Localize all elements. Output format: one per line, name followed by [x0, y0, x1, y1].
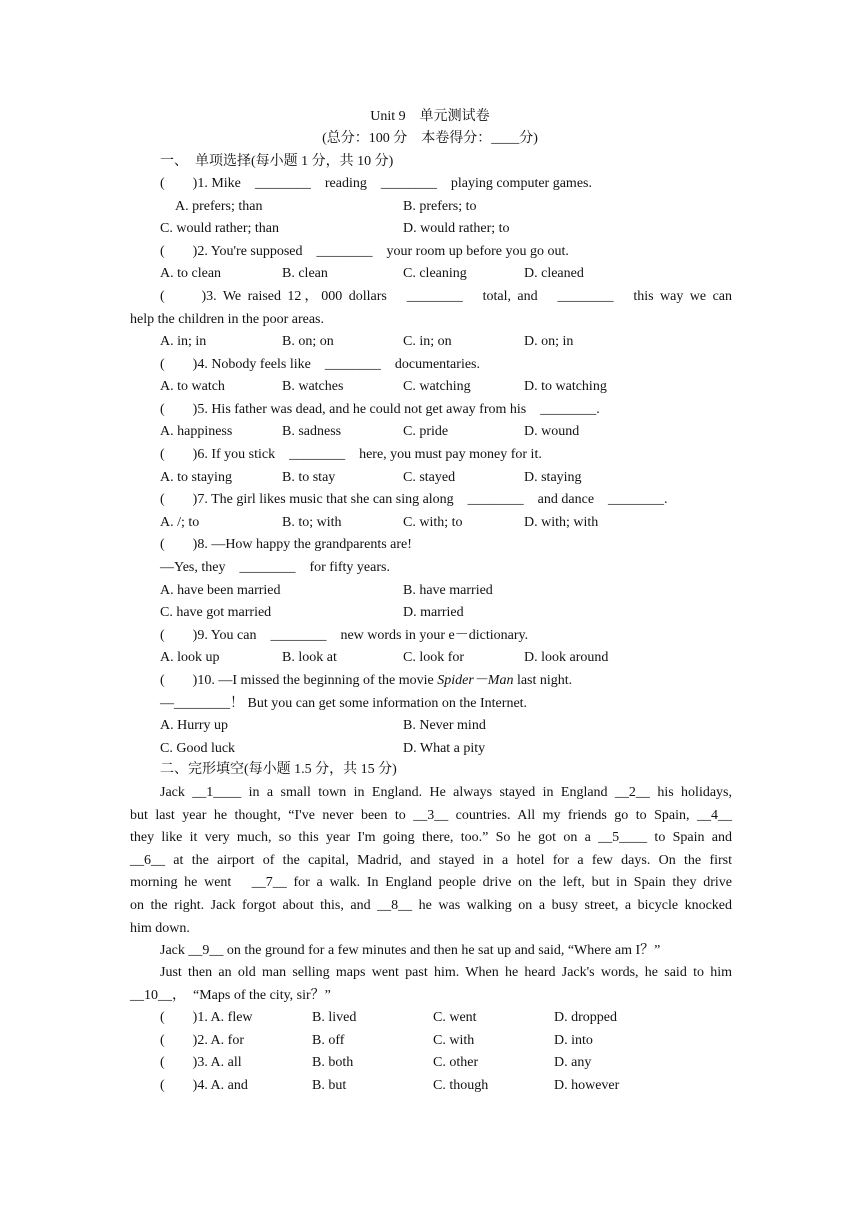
section2-heading: 二、完形填空(每小题 1.5 分，共 15 分) [160, 762, 397, 777]
q7-option-a: A. /; to [160, 514, 200, 530]
question-5: ( )5. His father was dead, and he could not get away from his ________. [160, 401, 600, 417]
section1-questions-cont [160, 331, 760, 760]
q5-option-a: A. happiness [160, 424, 233, 440]
q10-option-a: A. Hurry up [160, 718, 229, 734]
question-7-options [160, 512, 760, 535]
question-10-line1 [160, 670, 760, 693]
question-6: ( )6. If you stick ________ here, you must pay money for it. [160, 446, 542, 462]
c2-option-c: C. with [433, 1032, 475, 1048]
question-3-line2: help the children in the poor areas. [130, 311, 324, 327]
q2-option-d: D. cleaned [524, 266, 584, 282]
c4-option-b: B. but [312, 1077, 347, 1093]
q3-option-a: A. in; in [160, 334, 207, 349]
cloze-p1-line7: him down. [130, 920, 190, 936]
cloze-options [160, 1007, 760, 1097]
page-title: Unit 9 单元测试卷 [370, 109, 490, 124]
q4-option-b: B. watches [282, 379, 344, 395]
q1-option-b: B. prefers; to [403, 198, 477, 214]
q1-option-c: C. would rather; than [160, 221, 279, 237]
c2-option-a: ( )2. A. for [160, 1032, 244, 1048]
cloze-p3-line1: Just then an old man selling maps went past him. When he heard Jack's words, he said to him [160, 965, 732, 980]
c3-option-d: D. any [554, 1055, 592, 1071]
q8-option-c: C. have got married [160, 605, 272, 621]
cloze-question-1 [160, 1007, 760, 1030]
question-1-options-cd [160, 218, 760, 241]
q2-option-a: A. to clean [160, 266, 222, 282]
question-5-options [160, 421, 760, 444]
q10-option-d: D. What a pity [403, 740, 486, 756]
question-6-options [160, 467, 760, 490]
q3-option-d: D. on; in [524, 334, 574, 349]
question-8-options-cd [160, 602, 760, 625]
q9-option-a: A. look up [160, 650, 220, 666]
cloze-p3-line2: __10__， “Maps of the city, sir？” [130, 987, 331, 1003]
question-7: ( )7. The girl likes music that she can sing along ________ and dance ________. [160, 492, 668, 508]
q6-option-c: C. stayed [403, 469, 456, 485]
c1-option-c: C. went [433, 1010, 477, 1025]
c4-option-a: ( )4. A. and [160, 1077, 248, 1093]
section1-questions [160, 173, 760, 286]
q9-option-d: D. look around [524, 650, 609, 666]
cloze-p2: Jack __9__ on the ground for a few minutes and then he sat up and said, “Where am I？” [160, 943, 661, 958]
section1-heading: 一、 单项选择(每小题 1 分，共 10 分) [160, 154, 394, 169]
q3-option-c: C. in; on [403, 334, 452, 349]
q6-option-d: D. staying [524, 469, 582, 485]
question-3-line1: ( )3. We raised 12，000 dollars ________ total, and ________ this way we can [160, 289, 732, 304]
q4-option-d: D. to watching [524, 379, 607, 395]
q2-option-b: B. clean [282, 266, 328, 282]
q8-option-a: A. have been married [160, 582, 281, 598]
q7-option-d: D. with; with [524, 514, 599, 530]
q1-option-d: D. would rather; to [403, 221, 510, 237]
question-8-options-ab [160, 580, 760, 603]
c1-option-b: B. lived [312, 1010, 357, 1025]
question-4: ( )4. Nobody feels like ________ documentaries. [160, 356, 480, 372]
q9-option-c: C. look for [403, 650, 465, 666]
question-1: ( )1. Mike ________ reading ________ playing computer games. [160, 176, 592, 191]
q10-option-b: B. Never mind [403, 718, 486, 734]
q5-option-c: C. pride [403, 424, 449, 440]
cloze-question-3 [160, 1052, 760, 1075]
q8-option-d: D. married [403, 605, 464, 621]
question-10-options-cd [160, 738, 760, 761]
cloze-p1-line3: they like it very much, so this year I'm going there, too.” So he got on a __5____ to Spain and [130, 830, 732, 846]
q10-movie-title: Spider－Man [437, 672, 514, 688]
question-10-line2: —________！ But you can get some information on the Internet. [160, 695, 528, 711]
q10-text-a: ( )10. —I missed the beginning of the movie [160, 672, 438, 688]
c2-option-d: D. into [554, 1032, 593, 1048]
question-2: ( )2. You're supposed ________ your room up before you go out. [160, 243, 569, 259]
q1-option-a: A. prefers; than [175, 198, 263, 214]
question-4-options [160, 376, 760, 399]
q6-option-b: B. to stay [282, 469, 336, 485]
c3-option-c: C. other [433, 1055, 479, 1071]
question-2-options [160, 263, 760, 286]
c2-option-b: B. off [312, 1032, 345, 1048]
q2-option-c: C. cleaning [403, 266, 467, 282]
question-3-options [160, 331, 760, 354]
q7-option-c: C. with; to [403, 514, 463, 530]
q10-option-c: C. Good luck [160, 740, 236, 756]
score-line: (总分：100 分 本卷得分：____分) [322, 131, 538, 146]
cloze-p1-line1: Jack __1____ in a small town in England. He always stayed in England __2__ his holidays, [160, 785, 732, 800]
question-1-options-ab [160, 196, 760, 219]
q4-option-a: A. to watch [160, 379, 225, 395]
q5-option-d: D. wound [524, 424, 580, 440]
question-9: ( )9. You can ________ new words in your e－dictionary. [160, 627, 529, 643]
q7-option-b: B. to; with [282, 514, 342, 530]
cloze-question-4 [160, 1075, 760, 1098]
question-8-line2: —Yes, they ________ for fifty years. [160, 559, 390, 575]
c3-option-b: B. both [312, 1055, 354, 1071]
q3-option-b: B. on; on [282, 334, 334, 349]
q4-option-c: C. watching [403, 379, 471, 395]
c1-option-a: ( )1. A. flew [160, 1010, 253, 1025]
question-9-options [160, 647, 760, 670]
c4-option-d: D. however [554, 1077, 620, 1093]
q5-option-b: B. sadness [282, 424, 342, 440]
q8-option-b: B. have married [403, 582, 493, 598]
q6-option-a: A. to staying [160, 469, 232, 485]
c4-option-c: C. though [433, 1077, 489, 1093]
cloze-p1-line4: __6__ at the airport of the capital, Madrid, and stayed in a hotel for a few days. On the first [130, 852, 732, 868]
cloze-p1-line2: but last year he thought, “I've never been to __3__ countries. All my friends go to Spain, __4__ [130, 807, 732, 823]
cloze-p1-line6: on the right. Jack forgot about this, and __8__ he was walking on a busy street, a bicycle knocked [130, 898, 732, 913]
question-8-line1: ( )8. —How happy the grandparents are! [160, 537, 412, 553]
cloze-p1-line5: morning he went __7__ for a walk. In England people drive on the left, but in Spain they drive [130, 875, 732, 891]
cloze-question-2 [160, 1030, 760, 1053]
q9-option-b: B. look at [282, 650, 337, 666]
q10-text-c: last night. [513, 672, 573, 688]
question-10-options-ab [160, 715, 760, 738]
c1-option-d: D. dropped [554, 1010, 617, 1025]
c3-option-a: ( )3. A. all [160, 1055, 242, 1071]
